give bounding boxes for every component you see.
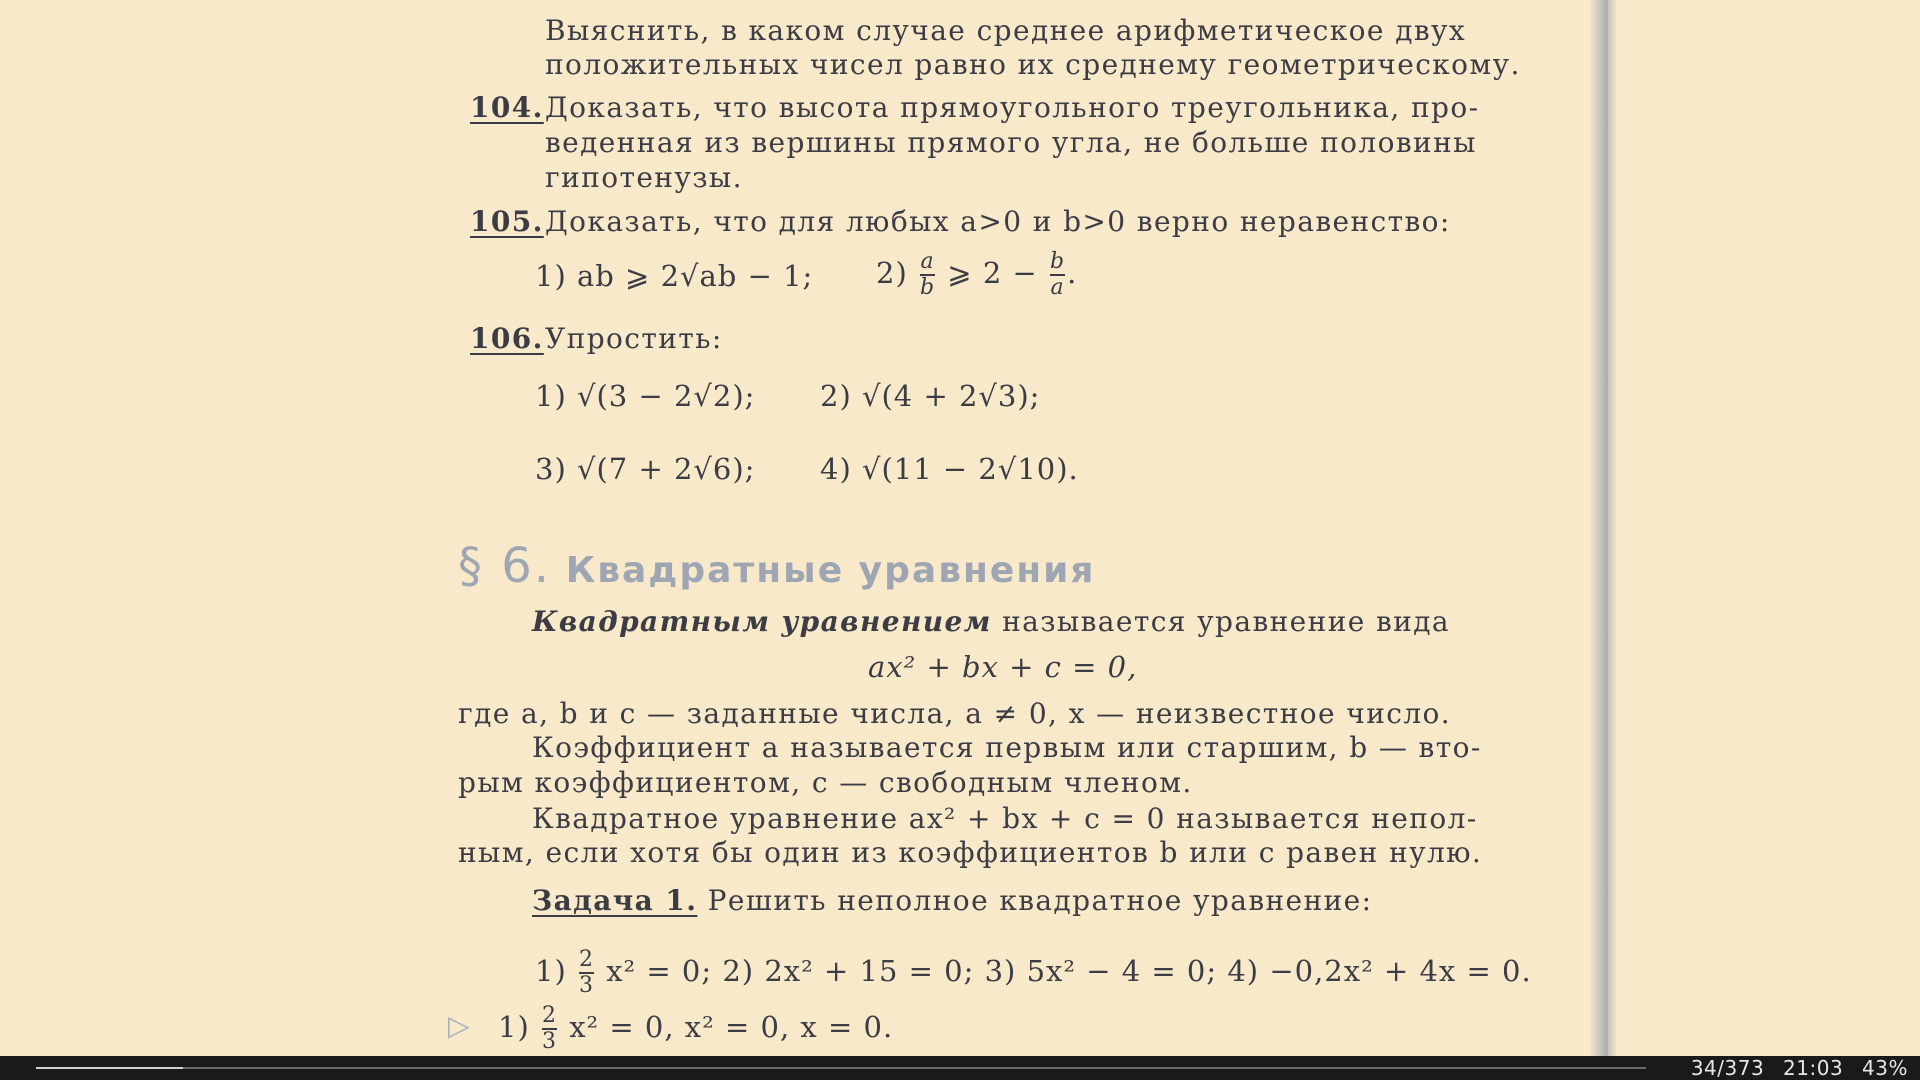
problem-104-line-3: гипотенузы. [545,161,743,194]
quadratic-formula: ax² + bx + c = 0, [868,650,1138,684]
problem-104-line-1: Доказать, что высота прямоугольного треугольника, про- [545,91,1480,124]
play-triangle-icon: ▷ [448,1009,470,1042]
task-1-line [532,884,1372,918]
section-sign: § 6. [458,538,552,594]
problem-105-item-2: 2) $\frac{a}{b}$ ⩾ 2 − $\frac{b}{a}$ . [876,249,1078,300]
section-heading [458,536,1095,601]
problem-106-text: Упростить: [545,322,723,355]
problem-105-number: 105. [470,205,544,238]
status-info [1679,1056,1908,1080]
definition-line [532,605,1450,639]
clock: 21:03 [1783,1056,1844,1080]
section-title: Квадратные уравнения [565,550,1096,591]
problem-106-item-2: 2) √(4 + 2√3); [820,379,1041,413]
definition-term: Квадратным уравнением [532,605,992,638]
problem-106-item-1: 1) √(3 − 2√2); [535,379,756,413]
fraction-2-over-3-solution: 2 3 [541,1003,557,1054]
fraction-b-over-a: $\frac{b}{a}$ [1050,249,1066,300]
task-1-solution: 1) 2 3 x² = 0, x² = 0, x = 0. [498,1003,894,1054]
task-1-label: Задача 1. [532,884,698,917]
coef-line-2: рым коэффициентом, c — свободным членом. [458,766,1193,799]
reader-status-bar [0,1056,1920,1080]
problem-106-item-3: 3) √(7 + 2√6); [535,452,756,486]
page-gutter-shadow [1590,0,1608,1056]
fraction-2-over-3: 2 3 [578,947,594,998]
top-line-1: Выяснить, в каком случае среднее арифметическое двух [545,14,1467,47]
problem-105-text: Доказать, что для любых a>0 и b>0 верно неравенство: [545,205,1451,238]
page-gutter-edge [1608,0,1616,1056]
task-1-equations: 1) 2 3 x² = 0; 2) 2x² + 15 = 0; 3) 5x² − 4 = 0; 4) −0,2x² + 4x = 0. [535,947,1532,998]
problem-106-number: 106. [470,322,544,355]
fraction-a-over-b: $\frac{a}{b}$ [919,249,936,300]
problem-105-item-1: 1) ab ⩾ 2√ab − 1; [535,259,814,293]
problem-104-number: 104. [470,91,544,124]
incomplete-line-2: ным, если хотя бы один из коэффициентов b или c равен нулю. [458,836,1483,869]
page-counter: 34/373 [1690,1056,1765,1080]
definition-rest: называется уравнение вида [1002,605,1451,638]
incomplete-line-1: Квадратное уравнение ax² + bx + c = 0 называется непол- [532,802,1478,835]
reading-progress-fill [36,1067,183,1069]
definition-where: где a, b и c — заданные числа, a ≠ 0, x — неизвестное число. [458,697,1452,730]
top-line-2: положительных чисел равно их среднему геометрическому. [545,48,1521,81]
problem-104-line-2: веденная из вершины прямого угла, не больше половины [545,126,1477,159]
reading-progress-bar[interactable] [36,1067,1646,1069]
task-1-text: Решить неполное квадратное уравнение: [707,884,1373,917]
coef-line-1: Коэффициент a называется первым или старшим, b — вто- [532,731,1482,764]
problem-106-item-4: 4) √(11 − 2√10). [820,452,1079,486]
battery-level: 43% [1862,1056,1908,1080]
